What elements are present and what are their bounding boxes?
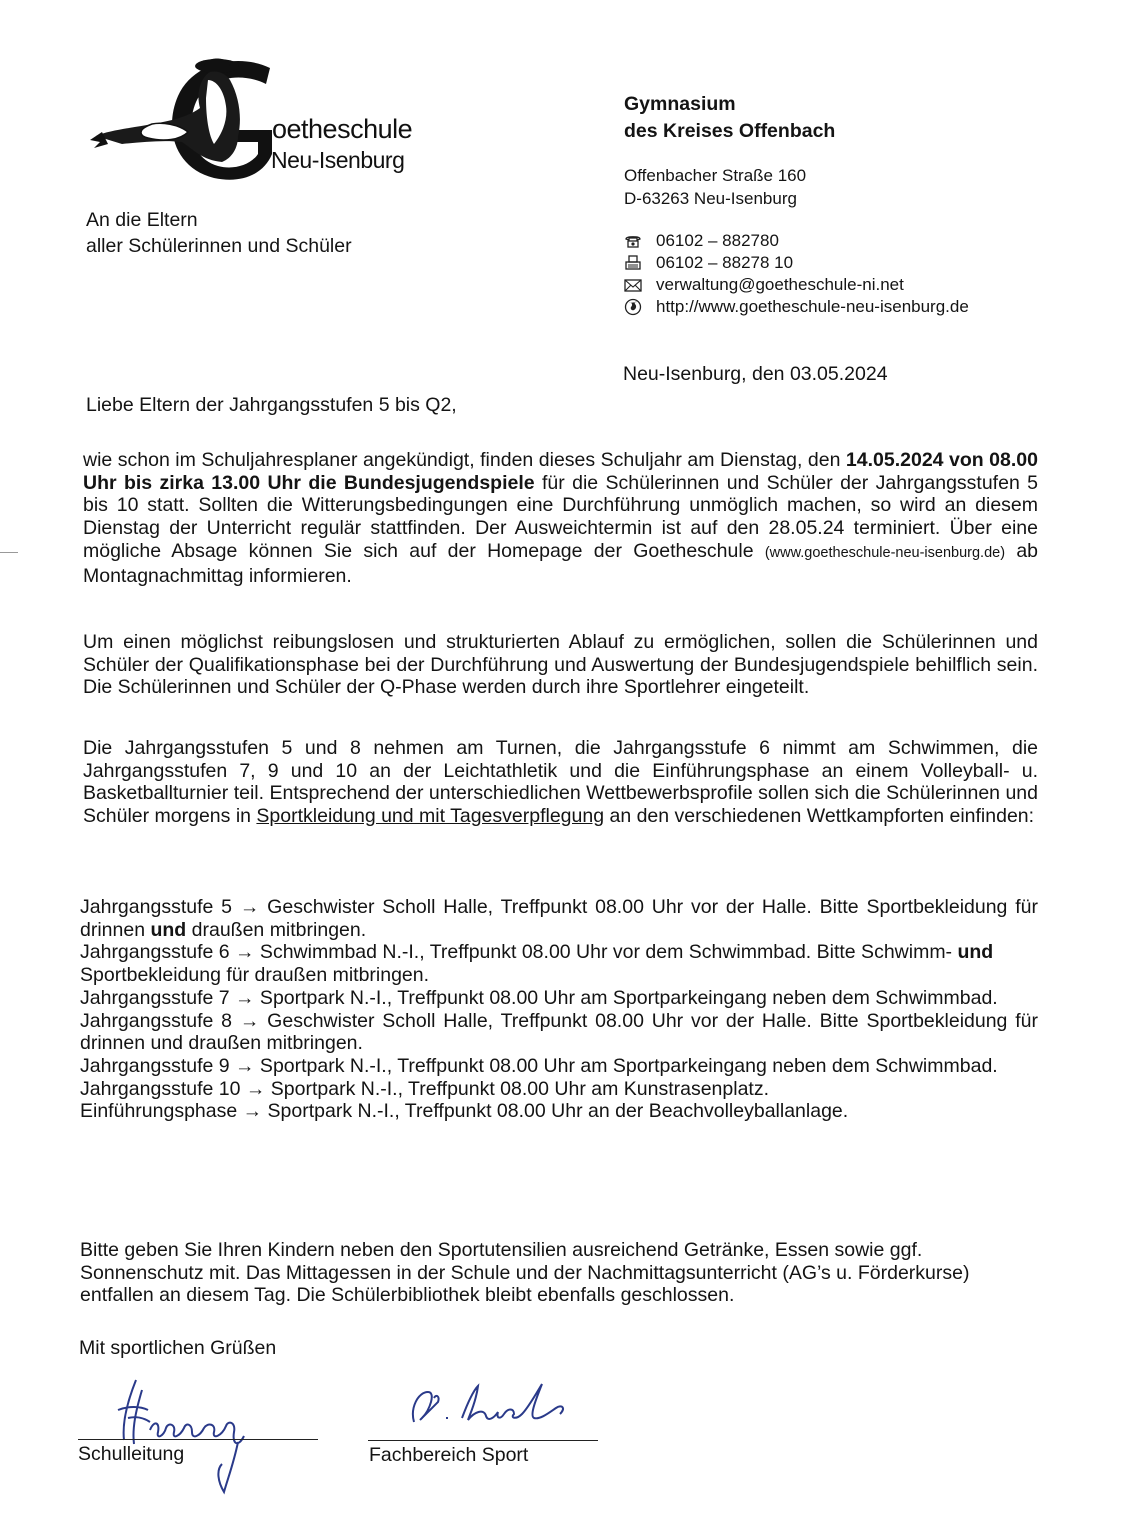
- school-name: [624, 91, 835, 145]
- p1-homepage-link[interactable]: (www.goetheschule-neu-isenburg.de): [764, 544, 1006, 561]
- school-street: Offenbacher Straße 160: [624, 166, 807, 185]
- paragraph-1: [83, 449, 1038, 587]
- addressee-block: [86, 207, 352, 259]
- contact-phone: [624, 230, 969, 252]
- contact-fax-text: 06102 – 88278 10: [656, 253, 794, 272]
- p1-date-bold: 14.05.2024 von 08.00 Uhr bis zirka 13.00 Uhr die Bundesjugendspiele: [83, 449, 1038, 494]
- signature-schulleitung: [88, 1370, 268, 1500]
- contact-email-text[interactable]: verwaltung@goetheschule-ni.net: [656, 275, 904, 294]
- p1-text-e: ab Montagnachmittag informieren.: [83, 539, 1039, 587]
- schedule-item-5: Jahrgangsstufe 5 → Geschwister Scholl Halle, Treffpunkt 08.00 Uhr vor der Halle. Bitte Sportbekleidung für drinnen und draußen mitbringen.: [80, 896, 1038, 941]
- signature-label-1: Schulleitung: [78, 1443, 185, 1465]
- paragraph-3: [83, 737, 1038, 828]
- signature-label-2: Fachbereich Sport: [369, 1444, 529, 1466]
- p2-text: Um einen möglichst reibungslosen und strukturierten Ablauf zu ermöglichen, sollen die Schülerinnen und Schüler der Qualifikationsphase bei der Durchführung und Auswertung der Bundesjugendspiele behilflich sein. Die Schülerinnen und Schüler der Q-Phase werden durch ihre Sportlehrer eingeteilt.: [83, 631, 1038, 699]
- contact-email: [624, 274, 969, 296]
- contact-block: [624, 230, 969, 318]
- phone-icon: [624, 234, 646, 248]
- p4-text: Bitte geben Sie Ihren Kindern neben den Sportutensilien ausreichend Getränke, Essen sowie ggf. Sonnenschutz mit. Das Mittagessen in der Schule und der Nachmittagsunterricht (AG’s u. Förderkurse) entfallen an diesem Tag. Die Schülerbibliothek bleibt ebenfalls geschlossen.: [80, 1239, 970, 1307]
- globe-icon: [624, 298, 646, 316]
- school-address: [624, 164, 806, 210]
- schedule-item-7: Jahrgangsstufe 7 → Sportpark N.-I., Treffpunkt 08.00 Uhr am Sportparkeingang neben dem Schwimmbad.: [80, 986, 998, 1009]
- school-logo: [82, 50, 432, 195]
- contact-fax: [624, 252, 969, 274]
- p3-text-c: an den verschiedenen Wettkampforten einfinden:: [609, 805, 1035, 828]
- contact-web: [624, 296, 969, 318]
- logo-text-line1: oetheschule: [272, 114, 413, 144]
- schedule-item-6: Jahrgangsstufe 6 → Schwimmbad N.-I., Treffpunkt 08.00 Uhr vor dem Schwimmbad. Bitte Schwimm- und Sportbekleidung für draußen mitbringen.: [80, 941, 994, 987]
- school-city: D-63263 Neu-Isenburg: [624, 189, 797, 208]
- contact-web-text[interactable]: http://www.goetheschule-neu-isenburg.de: [656, 297, 969, 316]
- addressee-line2: aller Schülerinnen und Schüler: [86, 235, 352, 257]
- fax-icon: [624, 255, 646, 271]
- fold-mark: [0, 552, 18, 553]
- p1-text-a: wie schon im Schuljahresplaner angekündigt, finden dieses Schuljahr am Dienstag, den: [83, 449, 841, 471]
- paragraph-2: [83, 631, 1038, 699]
- signature-fachbereich: [396, 1374, 586, 1444]
- signature-line-1: [78, 1439, 318, 1440]
- schedule-item-10: Jahrgangsstufe 10 → Sportpark N.-I., Treffpunkt 08.00 Uhr am Kunstrasenplatz.: [80, 1077, 769, 1100]
- school-name-line1: Gymnasium: [624, 93, 736, 115]
- mail-icon: [624, 279, 646, 292]
- schedule-item-8: Jahrgangsstufe 8 → Geschwister Scholl Halle, Treffpunkt 08.00 Uhr vor der Halle. Bitte Sportbekleidung für drinnen und draußen mitbringen.: [80, 1009, 1038, 1055]
- school-name-line2: des Kreises Offenbach: [624, 120, 836, 142]
- p1-text-c: für die Schülerinnen und Schüler der Jahrgangsstufen 5 bis 10 statt. Sollten die Witterungsbedingungen eine Durchführung unmöglich machen, so wird an diesem Dienstag der Unterricht regulär stattfinden. Der Ausweichtermin ist auf den 28.05.24 terminiert. Über eine mögliche Absage können Sie sich auf der Homepage der Goetheschule: [83, 471, 1038, 562]
- schedule-item-e: Einführungsphase → Sportpark N.-I., Treffpunkt 08.00 Uhr an der Beachvolleyballanlage.: [80, 1100, 849, 1123]
- p3-text-underline: Sportkleidung und mit Tagesverpflegung: [256, 805, 605, 828]
- contact-phone-text: 06102 – 882780: [656, 231, 779, 250]
- signature-line-2: [368, 1440, 598, 1441]
- logo-text-line2: Neu-Isenburg: [271, 147, 405, 173]
- p3-text-a: Die Jahrgangsstufen 5 und 8 nehmen am Turnen, die Jahrgangsstufe 6 nimmt am Schwimmen, die Jahrgangsstufen 7, 9 und 10 an der Leichtathletik und die Einführungsphase an einem Volleyball- u. Basketballturnier teil. Entsprechend der unterschiedlichen Wettbewerbsprofile sollen sich die Schülerinnen und Schüler morgens in: [83, 737, 1038, 828]
- schedule-item-9: Jahrgangsstufe 9 → Sportpark N.-I., Treffpunkt 08.00 Uhr am Sportparkeingang neben dem Schwimmbad.: [80, 1054, 998, 1077]
- letter-date: Neu-Isenburg, den 03.05.2024: [623, 363, 888, 385]
- schedule-list: [80, 896, 1038, 1123]
- addressee-line1: An die Eltern: [86, 209, 198, 231]
- closing: Mit sportlichen Grüßen: [79, 1337, 277, 1359]
- salutation: Liebe Eltern der Jahrgangsstufen 5 bis Q2,: [86, 394, 457, 416]
- paragraph-4: [80, 1239, 1038, 1307]
